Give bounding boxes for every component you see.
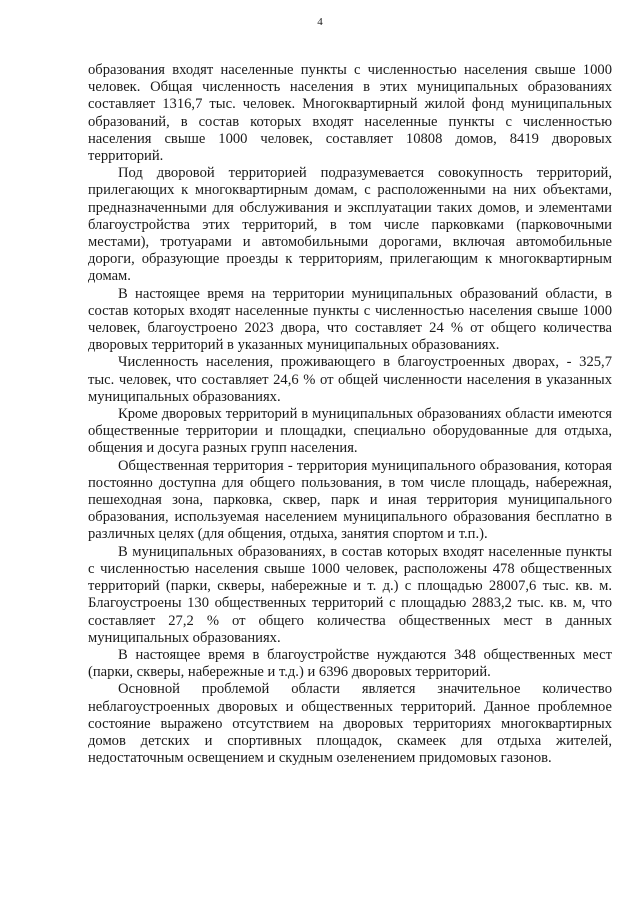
paragraph-8: В настоящее время в благоустройстве нуждаются 348 общественных мест (парки, скверы, набережные и т.д.) и 6396 дворовых территорий. (88, 646, 612, 681)
paragraph-7: В муниципальных образованиях, в состав которых входят населенные пункты с численностью населения свыше 1000 человек, расположены 478 общественных территорий (парки, скверы, набережные и т. д.) с площадью 28007,6 тыс. кв. м. Благоустроены 130 общественных территорий с площадью 2883,2 тыс. кв. м, что составляет 27,2 % от общего количества общественных мест в данных муниципальных образованиях. (88, 543, 612, 646)
paragraph-6: Общественная территория - территория муниципального образования, которая постоянно доступна для общего пользования, в том числе площадь, набережная, пешеходная зона, парковка, сквер, парк и иная территория муниципального образования, используемая населением муниципального образования бесплатно в различных целях (для общения, отдыха, занятия спортом и т.п.). (88, 457, 612, 543)
paragraph-5: Кроме дворовых территорий в муниципальных образованиях области имеются общественные территории и площадки, специально оборудованные для отдыха, общения и досуга разных групп населения. (88, 406, 612, 457)
paragraph-9: Основной проблемой области является значительное количество неблагоустроенных дворовых и общественных территорий. Данное проблемное состояние выражено отсутствием на дворовых территориях многоквартирных домов детских и спортивных площадок, скамеек для отдыха жителей, недостаточным освещением и скудным озеленением придомовых газонов. (88, 681, 612, 767)
paragraph-1: образования входят населенные пункты с численностью населения свыше 1000 человек. Общая численность населения в этих муниципальных образованиях составляет 1316,7 тыс. человек. Многоквартирный жилой фонд муниципальных образований, в состав которых входят населенные пункты с численностью населения свыше 1000 человек, составляет 10808 домов, 8419 дворовых территорий. (88, 62, 612, 165)
page-number: 4 (317, 16, 323, 28)
paragraph-4: Численность населения, проживающего в благоустроенных дворах, - 325,7 тыс. человек, что составляет 24,6 % от общей численности населения в указанных муниципальных образованиях. (88, 354, 612, 405)
paragraph-3: В настоящее время на территории муниципальных образований области, в состав которых входят населенные пункты с численностью населения свыше 1000 человек, благоустроено 2023 двора, что составляет 24 % от общего количества дворовых территорий в указанных муниципальных образованиях. (88, 285, 612, 354)
document-body (88, 62, 612, 767)
paragraph-2: Под дворовой территорией подразумевается совокупность территорий, прилегающих к многоквартирным домам, с расположенными на них объектами, предназначенными для обслуживания и эксплуатации таких домов, и элементами благоустройства этих территорий, в том числе парковками (парковочными местами), тротуарами и автомобильными дорогами, включая автомобильные дороги, образующие проезды к территориям, прилегающим к многоквартирным домам. (88, 165, 612, 285)
